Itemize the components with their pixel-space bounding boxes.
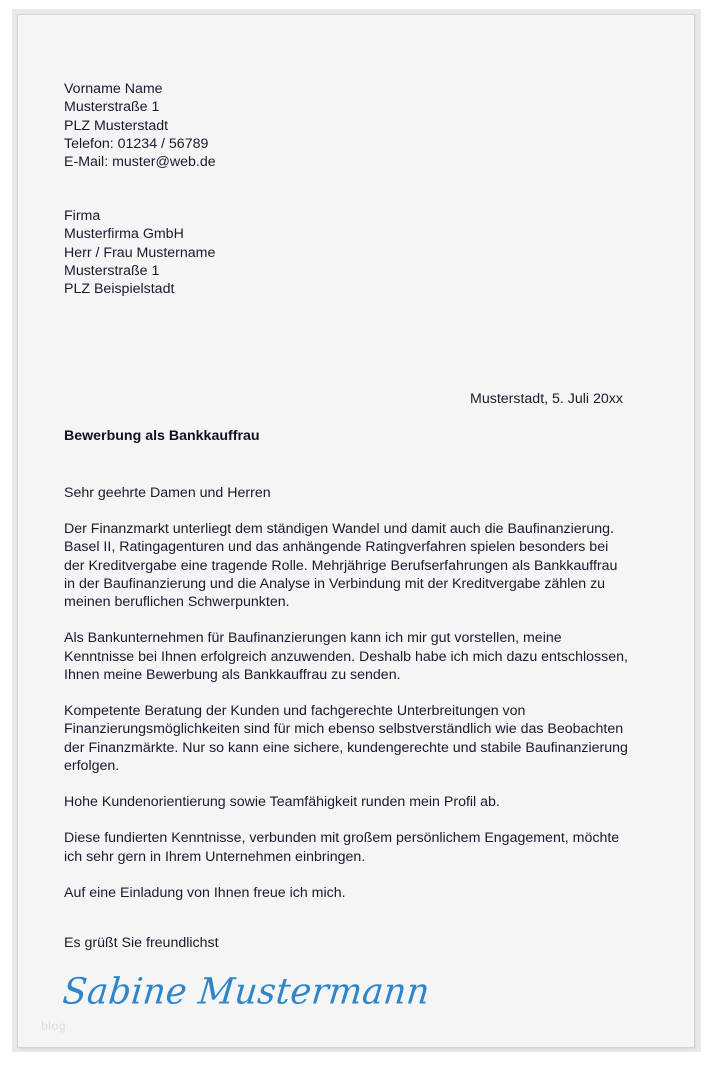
recipient-line: Musterstraße 1 bbox=[64, 262, 160, 279]
sender-address-block bbox=[64, 80, 464, 171]
body-paragraph: Als Bankunternehmen für Baufinanzierungen kann ich mir gut vorstellen, meine Kenntnisse bei Ihnen erfolgreich anzuwenden. Deshalb habe ich mich dazu entschlossen, Ihnen meine Bewerbung als Bankkauffrau zu senden. bbox=[64, 630, 628, 683]
subject-line: Bewerbung als Bankkauffrau bbox=[64, 428, 260, 444]
date-line: Musterstadt, 5. Juli 20xx bbox=[470, 391, 623, 407]
closing-line: Es grüßt Sie freundlichst bbox=[64, 935, 219, 951]
body-paragraph: Der Finanzmarkt unterliegt dem ständigen Wandel und damit auch die Baufinanzierung. Basel II, Ratingagenturen und das anhängende Ratingverfahren spielen besonders bei der Kreditvergabe eine tragende Rolle. Mehrjährige Berufserfahrungen als Bankkauffrau in der Baufinanzierung und die Analyse in Verbindung mit der Kreditvergabe zählen zu meinen beruflichen Schwerpunkten. bbox=[64, 521, 618, 610]
body-paragraph: Auf eine Einladung von Ihnen freue ich mich. bbox=[64, 884, 346, 901]
body-paragraph: Kompetente Beratung der Kunden und fachgerechte Unterbreitungen von Finanzierungsmöglichkeiten sind für mich ebenso selbstverständlich wie das Beobachten der Finanzmärkte. Nur so kann eine sichere, kundengerechte und stabile Baufinanzierung erfolgen. bbox=[64, 703, 628, 774]
sender-line: Telefon: 01234 / 56789 bbox=[64, 135, 209, 152]
recipient-line: PLZ Beispielstadt bbox=[64, 281, 175, 298]
letter-page bbox=[17, 14, 695, 1048]
recipient-line: Firma bbox=[64, 208, 101, 224]
body-paragraph: Hohe Kundenorientierung sowie Teamfähigkeit runden mein Profil ab. bbox=[64, 794, 500, 810]
sender-line: PLZ Musterstadt bbox=[64, 117, 169, 134]
recipient-address-block bbox=[64, 207, 464, 298]
recipient-line: Herr / Frau Mustername bbox=[64, 244, 216, 261]
blog-watermark: blog bbox=[41, 1019, 67, 1033]
recipient-line: Musterfirma GmbH bbox=[64, 226, 184, 243]
sender-line: E-Mail: muster@web.de bbox=[64, 154, 216, 171]
salutation: Sehr geehrte Damen und Herren bbox=[64, 485, 271, 501]
handwritten-signature: Sabine Mustermann bbox=[60, 971, 432, 1013]
body-paragraph: Diese fundierten Kenntnisse, verbunden mit großem persönlichem Engagement, möchte ich sehr gern in Ihrem Unternehmen einbringen. bbox=[64, 830, 620, 865]
sender-line: Musterstraße 1 bbox=[64, 99, 160, 116]
sender-line: Vorname Name bbox=[64, 81, 163, 97]
letter-body bbox=[64, 520, 630, 920]
